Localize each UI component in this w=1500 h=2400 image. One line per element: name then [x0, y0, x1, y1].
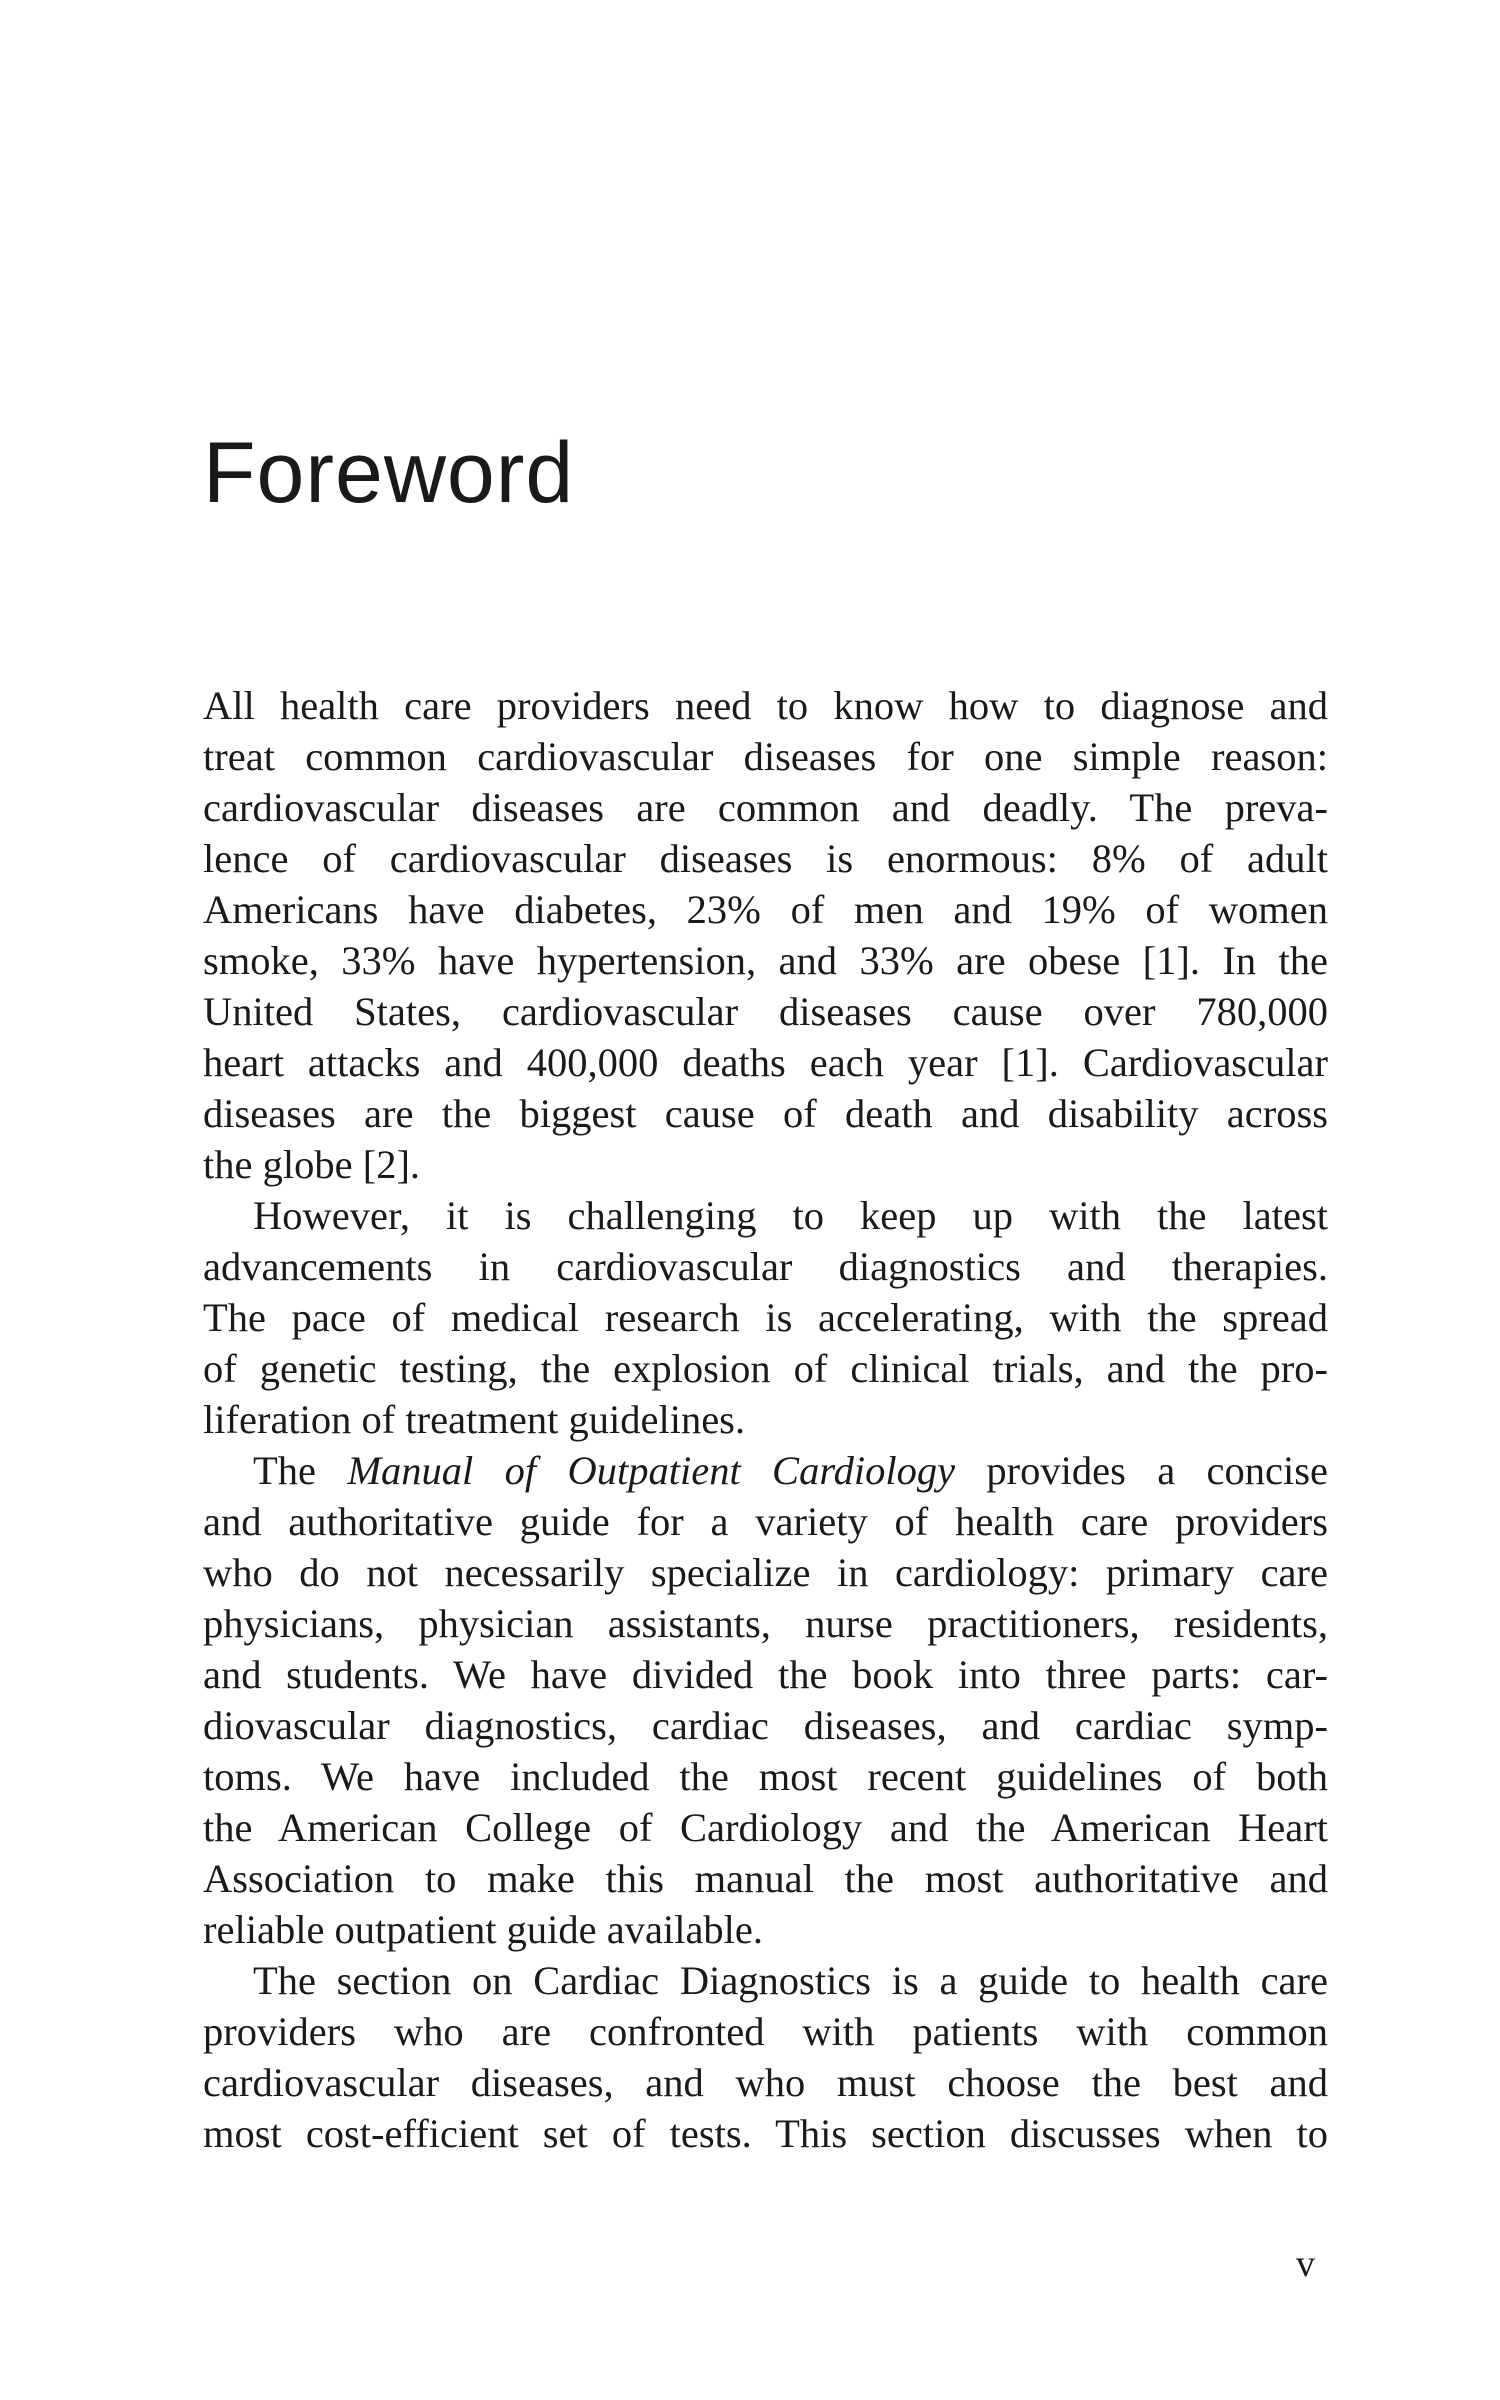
text-line: The pace of medical research is accelerating, with the spread — [203, 1295, 1328, 1340]
foreword-body — [203, 680, 1328, 2159]
text-line: The section on Cardiac Diagnostics is a guide to health care — [253, 1958, 1328, 2003]
chapter-title: Foreword — [203, 425, 575, 521]
text-line: and authoritative guide for a variety of health care providers — [203, 1499, 1328, 1544]
paragraph-4 — [203, 1955, 1328, 2159]
text-line: who do not necessarily specialize in cardiology: primary care — [203, 1550, 1328, 1595]
text-line: advancements in cardiovascular diagnostics and therapies. — [203, 1244, 1328, 1289]
text-line: All health care providers need to know how to diagnose and — [203, 683, 1328, 728]
paragraph-2 — [203, 1190, 1328, 1445]
text-line: liferation of treatment guidelines. — [203, 1397, 746, 1442]
text-line: toms. We have included the most recent guidelines of both — [203, 1754, 1328, 1799]
paragraph-1 — [203, 680, 1328, 1190]
text-line: reliable outpatient guide available. — [203, 1907, 764, 1952]
text-line: the globe [2]. — [203, 1142, 421, 1187]
text-line-with-book-title — [203, 1445, 1328, 1496]
text-line: Americans have diabetes, 23% of men and 19% of women — [203, 887, 1328, 932]
text-line: diovascular diagnostics, cardiac diseases, and cardiac symp- — [203, 1703, 1328, 1748]
text-line: Association to make this manual the most authoritative and — [203, 1856, 1328, 1901]
text-line: providers who are confronted with patients with common — [203, 2009, 1328, 2054]
text-line: physicians, physician assistants, nurse practitioners, residents, — [203, 1601, 1328, 1646]
text-line: cardiovascular diseases are common and deadly. The preva- — [203, 785, 1328, 830]
text-line: most cost-efficient set of tests. This section discusses when to — [203, 2111, 1328, 2156]
text-line: diseases are the biggest cause of death and disability across — [203, 1091, 1328, 1136]
text-line: the American College of Cardiology and the American Heart — [203, 1805, 1328, 1850]
text-run: provides a concise — [955, 1448, 1328, 1493]
text-line: treat common cardiovascular diseases for one simple reason: — [203, 734, 1328, 779]
text-run: The — [253, 1448, 348, 1493]
text-line: heart attacks and 400,000 deaths each year [1]. Cardiovascular — [203, 1040, 1328, 1085]
text-line: However, it is challenging to keep up with the latest — [253, 1193, 1328, 1238]
text-line: United States, cardiovascular diseases cause over 780,000 — [203, 989, 1328, 1034]
text-line: cardiovascular diseases, and who must choose the best and — [203, 2060, 1328, 2105]
paragraph-3 — [203, 1445, 1328, 1955]
text-line: lence of cardiovascular diseases is enormous: 8% of adult — [203, 836, 1328, 881]
text-line: and students. We have divided the book into three parts: car- — [203, 1652, 1328, 1697]
page-number: v — [1296, 2243, 1315, 2285]
text-line: smoke, 33% have hypertension, and 33% are obese [1]. In the — [203, 938, 1328, 983]
text-line: of genetic testing, the explosion of clinical trials, and the pro- — [203, 1346, 1328, 1391]
book-title-italic: Manual of Outpatient Cardiology — [347, 1448, 956, 1493]
